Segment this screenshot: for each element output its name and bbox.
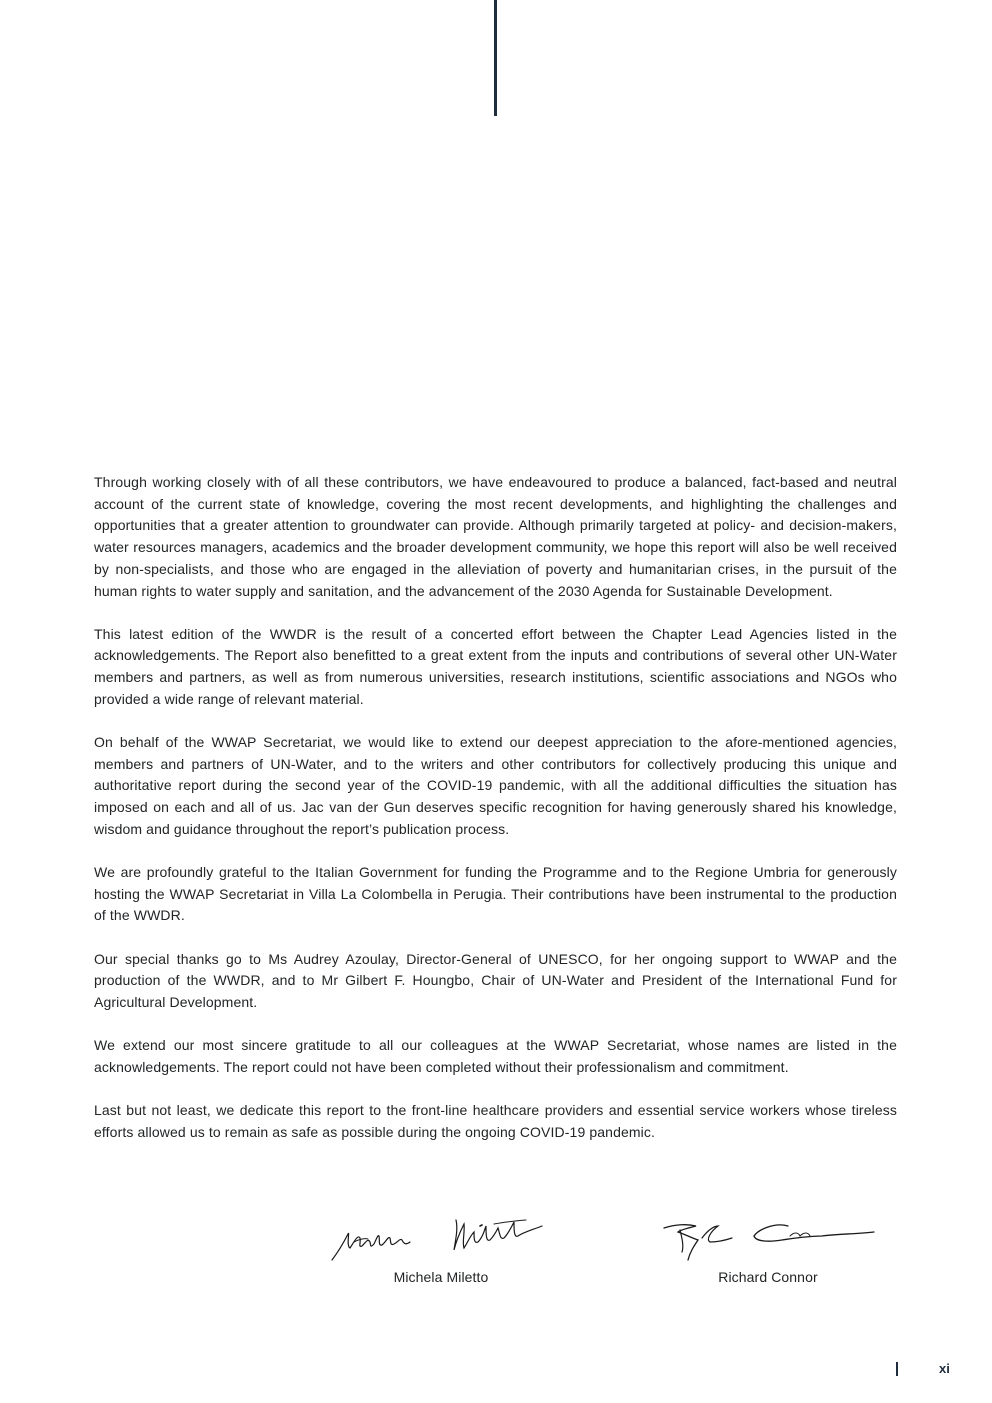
paragraph-3: On behalf of the WWAP Secretariat, we would like to extend our deepest appreciation to the afore-mentioned agencies, members and partners of UN-Water, and to the writers and other contributors for collectively producing this unique and authoritative report during the second year of the COVID-19 pandemic, with all the additional difficulties the situation has imposed on each and all of us. Jac van der Gun deserves specific recognition for having generously shared his knowledge, wisdom and guidance throughout the report’s publication process. [94,734,897,837]
signature-block-miletto [326,1212,556,1286]
handwritten-signature-connor [658,1212,878,1264]
handwritten-signature-miletto [328,1212,554,1264]
page-number: xi [939,1361,950,1376]
footer-rule [896,1362,898,1376]
paragraph-2: This latest edition of the WWDR is the result of a concerted effort between the Chapter Lead Agencies listed in the acknowledgements. The Report also benefitted to a great extent from the inputs and contributions of several other UN-Water members and partners, as well as from numerous universities, research institutions, scientific associations and NGOs who provided a wide range of relevant material. [94,625,897,707]
signatory-name-miletto: Michela Miletto [393,1269,489,1285]
paragraph-6: We extend our most sincere gratitude to all our colleagues at the WWAP Secretariat, whose names are listed in the acknowledgements. The report could not have been completed without their professionalism and commitment. [94,1037,897,1075]
paragraph-4: We are profoundly grateful to the Italian Government for funding the Programme and to the Regione Umbria for generously hosting the WWAP Secretariat in Villa La Colombella in Perugia. Their contributions have been instrumental to the production of the WWDR. [94,864,897,924]
paragraph-1: Through working closely with of all these contributors, we have endeavoured to produce a balanced, fact-based and neutral account of the current state of knowledge, covering the most recent developments, and highlighting the challenges and opportunities that a greater attention to groundwater can provide. Although primarily targeted at policy- and decision-makers, water resources managers, academics and the broader development community, we hope this report will also be well received by non-specialists, and those who are engaged in the alleviation of poverty and humanitarian crises, in the pursuit of the human rights to water supply and sanitation, and the advancement of the 2030 Agenda for Sustainable Development. [94,474,897,599]
signature-block-connor [656,1212,880,1286]
signatory-name-connor: Richard Connor [718,1269,818,1285]
top-vertical-rule [494,0,497,116]
paragraph-7: Last but not least, we dedicate this report to the front-line healthcare providers and essential service workers whose tireless efforts allowed us to remain as safe as possible during the ongoing COVID-19 pandemic. [94,1102,897,1140]
paragraph-5: Our special thanks go to Ms Audrey Azoulay, Director-General of UNESCO, for her ongoing support to WWAP and the production of the WWDR, and to Mr Gilbert F. Houngbo, Chair of UN-Water and President of the International Fund for Agricultural Development. [94,950,897,1011]
page-footer [896,1360,956,1380]
body-text [94,472,897,1165]
